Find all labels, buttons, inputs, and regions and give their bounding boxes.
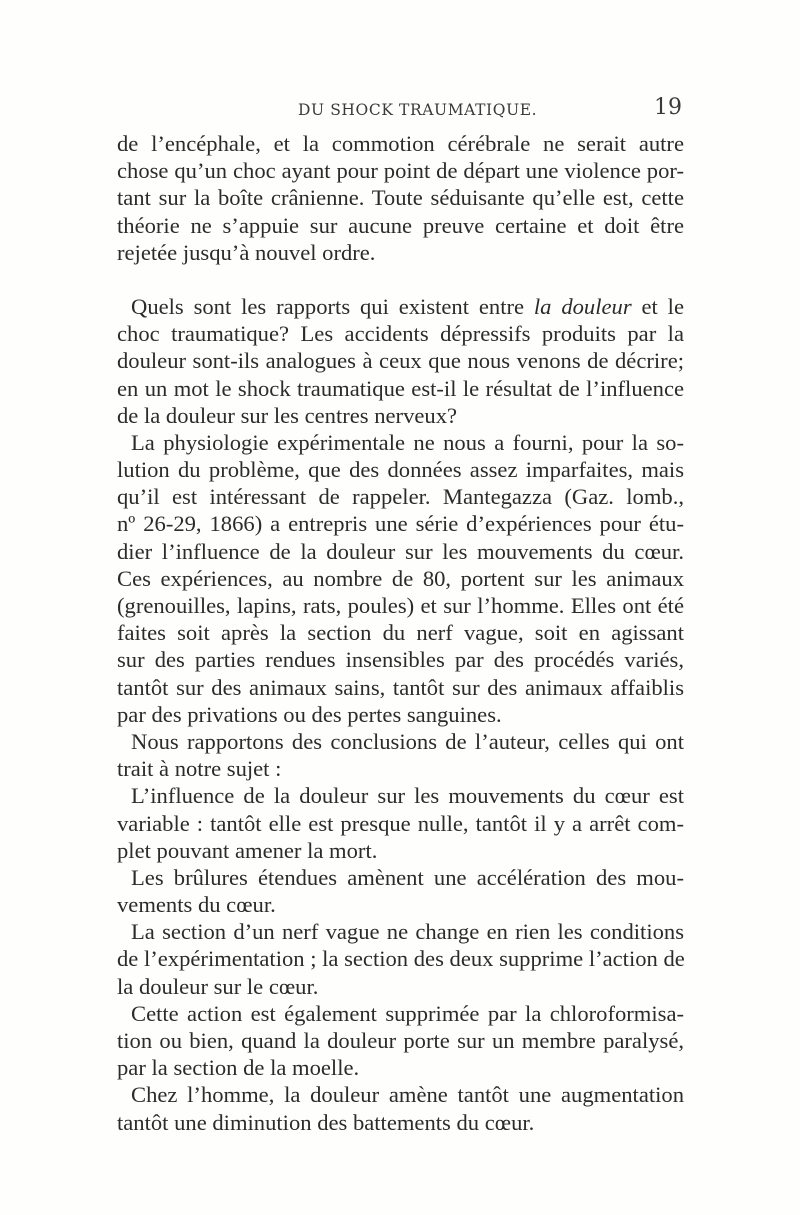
text-line: Nous rapportons des conclusions de l’auteur, celles qui ont bbox=[131, 728, 684, 754]
text-line: trait à notre sujet : bbox=[117, 756, 282, 782]
text-line: variable : tantôt elle est presque nulle, tantôt il y a arrêt com- bbox=[117, 810, 684, 836]
italic-term: la douleur bbox=[533, 293, 632, 319]
text-line: de l’expérimentation ; la section des deux supprime l’action de bbox=[117, 946, 685, 972]
paragraph-5 bbox=[117, 782, 684, 864]
text-line: de la douleur sur les centres nerveux? bbox=[117, 402, 458, 428]
text-run: et le bbox=[631, 293, 684, 319]
text-run: Quels sont les rapports qui existent entre bbox=[131, 293, 534, 319]
paragraph-1 bbox=[117, 130, 684, 266]
text-line: tantôt sur des animaux sains, tantôt sur des animaux affaiblis bbox=[117, 674, 684, 700]
text-line: douleur sont-ils analogues à ceux que nous venons de décrire; bbox=[117, 348, 684, 374]
text-line: Ces expériences, au nombre de 80, portent sur les animaux bbox=[117, 565, 684, 591]
text-line: dier l’influence de la douleur sur les mouvements du cœur. bbox=[117, 538, 684, 564]
text-line: nº 26-29, 1866) a entrepris une série d’expériences pour étu- bbox=[117, 511, 684, 537]
text-line: plet pouvant amener la mort. bbox=[117, 837, 378, 863]
body-text bbox=[117, 130, 684, 1136]
text-line: par des privations ou des pertes sanguines. bbox=[117, 701, 502, 727]
text-line: L’influence de la douleur sur les mouvements du cœur est bbox=[131, 783, 684, 809]
paragraph-2 bbox=[117, 293, 684, 429]
text-line: de l’encéphale, et la commotion cérébrale ne serait autre bbox=[117, 131, 684, 156]
paragraph-8 bbox=[117, 1000, 684, 1082]
running-title: DU SHOCK TRAUMATIQUE. bbox=[298, 101, 538, 119]
page-number: 19 bbox=[654, 95, 682, 120]
paragraph-6 bbox=[117, 864, 684, 918]
text-line: tant sur la boîte crânienne. Toute séduisante qu’elle est, cette bbox=[117, 185, 684, 211]
text-line: rejetée jusqu’à nouvel ordre. bbox=[117, 239, 376, 265]
text-line: choc traumatique? Les accidents dépressifs produits par la bbox=[117, 321, 684, 347]
text-line: sur des parties rendues insensibles par des procédés variés, bbox=[117, 647, 684, 673]
text-line: tantôt une diminution des battements du cœur. bbox=[117, 1109, 535, 1135]
text-line: Chez l’homme, la douleur amène tantôt une augmentation bbox=[131, 1082, 684, 1108]
text-line: la douleur sur le cœur. bbox=[117, 973, 319, 999]
text-line: Cette action est également supprimée par la chloroformisa- bbox=[131, 1000, 684, 1026]
paragraph-3 bbox=[117, 429, 684, 728]
text-line: Les brûlures étendues amènent une accélération des mou- bbox=[131, 864, 684, 890]
text-line: tion ou bien, quand la douleur porte sur un membre paralysé, bbox=[117, 1028, 684, 1053]
text-line: faites soit après la section du nerf vague, soit en agissant bbox=[117, 620, 684, 646]
paragraph-gap bbox=[117, 266, 684, 293]
text-line: en un mot le shock traumatique est-il le résultat de l’influence bbox=[117, 375, 684, 401]
paragraph-4 bbox=[117, 728, 684, 782]
text-line: théorie ne s’appuie sur aucune preuve certaine et doit être bbox=[117, 212, 684, 238]
paragraph-9 bbox=[117, 1081, 684, 1135]
text-line: qu’il est intéressant de rappeler. Mantegazza (Gaz. lomb., bbox=[117, 484, 684, 510]
text-line: par la section de la moelle. bbox=[117, 1055, 360, 1081]
text-line: vements du cœur. bbox=[117, 892, 276, 918]
text-line: La section d’un nerf vague ne change en rien les conditions bbox=[131, 919, 684, 945]
text-line: La physiologie expérimentale ne nous a fourni, pour la so- bbox=[131, 429, 684, 455]
text-line: lution du problème, que des données assez imparfaites, mais bbox=[117, 457, 684, 483]
text-line bbox=[117, 293, 684, 320]
text-line: (grenouilles, lapins, rats, poules) et sur l’homme. Elles ont été bbox=[117, 593, 684, 618]
paragraph-7 bbox=[117, 918, 684, 1000]
text-line: chose qu’un choc ayant pour point de départ une violence por- bbox=[117, 158, 684, 184]
